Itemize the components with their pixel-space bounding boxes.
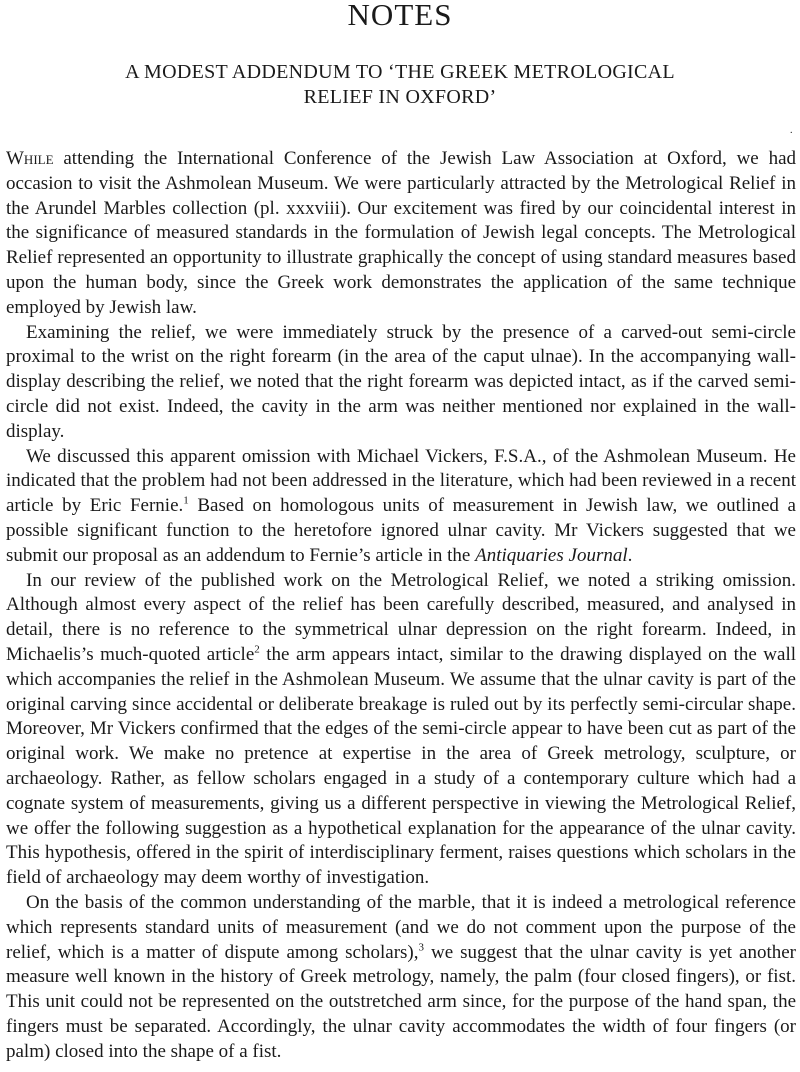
paragraph-4 <box>6 569 796 891</box>
article-title-line-2: RELIEF IN OXFORD’ <box>303 86 497 108</box>
footnote-ref-1[interactable]: 1 <box>183 494 189 507</box>
paragraph-3 <box>6 445 796 569</box>
article-body <box>6 147 796 1064</box>
section-heading: NOTES <box>347 0 453 32</box>
paragraph-1-text: attending the International Conference of the Jewish Law Association at Oxford, we had occasion to visit the Ashmolean Museum. We were particularly attracted by the Metrological Relief in the Arundel Marbles collection (pl. xxxviii). Our excitement was fired by our coincidental interest in the significance of measured standards in the formulation of Jewish legal concepts. The Metrological Relief represented an opportunity to illustrate graphically the concept of using standard measures based upon the human body, since the Greek work demonstrates the application of the same technique employed by Jewish law. <box>6 148 796 318</box>
paragraph-3-text-c: . <box>627 544 633 566</box>
print-speck: . <box>790 125 793 136</box>
paragraph-1 <box>6 147 796 321</box>
paragraph-5-text-a: On the basis of the common understanding of the marble, that it is indeed a metrological reference which represents standard units of measurement (and we do not comment upon the purpose of the relief, which is a matter of dispute among scholars), <box>6 891 796 963</box>
paragraph-2: Examining the relief, we were immediately struck by the presence of a carved-out semi-circle proximal to the wrist on the right forearm (in the area of the caput ulnae). In the accompanying wall-display describing the relief, we noted that the right forearm was depicted intact, as if the carved semi-circle did not exist. Indeed, the cavity in the arm was neither mentioned nor explained in the wall-display. <box>6 321 796 442</box>
paragraph-4-text-a: In our review of the published work on the Metrological Relief, we noted a striking omission. Although almost every aspect of the relief has been carefully described, measured, and analysed in detail, there is no reference to the symmetrical ulnar depression on the right forearm. Indeed, in Michaelis’s much-quoted article <box>6 569 796 665</box>
article-title <box>0 60 800 110</box>
paragraph-3-text-b: Based on homologous units of measurement in Jewish law, we outlined a possible significant function to the heretofore ignored ulnar cavity. Mr Vickers suggested that we submit our proposal as an addendum to Fernie’s article in the <box>6 495 796 566</box>
opening-word: While <box>6 148 54 169</box>
paragraph-3-text-a: We discussed this apparent omission with Michael Vickers, F.S.A., of the Ashmolean Museum. He indicated that the problem had not been addressed in the literature, which had been reviewed in a recent article by Eric Fernie. <box>6 445 796 517</box>
footnote-ref-2[interactable]: 2 <box>254 643 260 656</box>
paragraph-5 <box>6 891 796 1065</box>
article-title-line-1: A MODEST ADDENDUM TO ‘THE GREEK METROLOGICAL <box>125 61 675 83</box>
paragraph-5-text-b: we suggest that the ulnar cavity is yet another measure well known in the history of Greek metrology, namely, the palm (four closed fingers), or fist. This unit could not be represented on the outstretched arm since, for the purpose of the hand span, the fingers must be separated. Accordingly, the ulnar cavity accommodates the width of four fingers (or palm) closed into the shape of a fist. <box>6 941 796 1062</box>
footnote-ref-3[interactable]: 3 <box>418 941 424 954</box>
journal-title: Antiquaries Journal <box>475 544 628 566</box>
paragraph-4-text-b: the arm appears intact, similar to the drawing displayed on the wall which accompanies the relief in the Ashmolean Museum. We assume that the ulnar cavity is part of the original carving since accidental or deliberate breakage is ruled out by its perfectly semi-circular shape. Moreover, Mr Vickers confirmed that the edges of the semi-circle appear to have been cut as part of the original work. We make no pretence at expertise in the area of Greek metrology, sculpture, or archaeology. Rather, as fellow scholars engaged in a study of a contemporary culture which had a cognate system of measurements, giving us a different perspective in viewing the Metrological Relief, we offer the following suggestion as a hypothetical explanation for the appearance of the ulnar cavity. This hypothesis, offered in the spirit of interdisciplinary ferment, raises questions which scholars in the field of archaeology may deem worthy of investigation. <box>6 643 796 889</box>
